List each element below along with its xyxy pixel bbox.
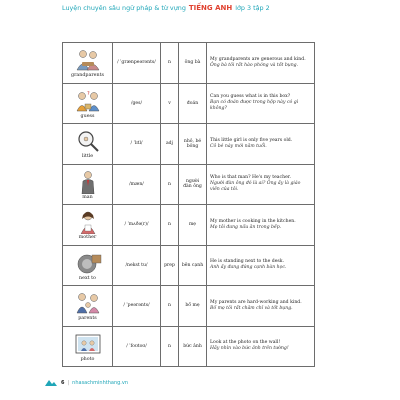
word-picture-cell (63, 124, 113, 165)
example-cell (207, 326, 315, 367)
word-picture-cell (63, 326, 113, 367)
example-translation: Cô bé này mới năm tuổi. (210, 143, 267, 149)
part-of-speech: adj (161, 124, 179, 165)
word-picture-cell (63, 245, 113, 286)
ipa: / ˈlɪtl/ (113, 124, 161, 165)
example-english: Can you guess what is in this box? (210, 93, 291, 99)
parents-icon (73, 291, 103, 315)
word: next to (79, 275, 96, 281)
svg-text:?: ? (86, 90, 90, 97)
footer-separator: | (67, 380, 70, 386)
word-picture-cell (63, 83, 113, 124)
part-of-speech: n (161, 326, 179, 367)
example-english: Look at the photo on the wall! (210, 340, 281, 346)
ipa: /ges/ (113, 83, 161, 124)
example-english: Who is that man? He's my teacher. (210, 174, 291, 180)
table-row (63, 326, 315, 367)
ipa: / ˈmʌðə(r)/ (113, 205, 161, 246)
table-row (63, 83, 315, 124)
example-translation: Ông bà tôi rất hào phóng và tốt bụng. (210, 62, 299, 68)
example-translation: Anh ấy đang đứng cạnh bàn học. (210, 265, 287, 271)
word: grandparents (71, 73, 104, 79)
mother-icon (73, 210, 103, 234)
page-header (62, 4, 362, 16)
example-translation: Mẹ tôi đang nấu ăn trong bếp. (210, 224, 282, 230)
table-row (63, 286, 315, 327)
example-cell (207, 83, 315, 124)
example-translation: Bạn có đoán được trong hộp này có gì không? (210, 100, 299, 112)
word: photo (80, 356, 95, 362)
vietnamese-meaning: bố mẹ (179, 286, 207, 327)
table-row (63, 43, 315, 84)
page-footer (44, 378, 244, 388)
example-english: My grandparents are generous and kind. (210, 56, 306, 62)
vietnamese-meaning: người đàn ông (179, 164, 207, 205)
part-of-speech: prep (161, 245, 179, 286)
example-translation: Người đàn ông đó là ai? Ông ấy là giáo viên của tôi. (210, 181, 301, 193)
word: mother (78, 235, 97, 241)
vocabulary-table (62, 42, 315, 367)
word-picture-cell (63, 205, 113, 246)
word-picture-cell (63, 286, 113, 327)
example-translation: Hãy nhìn vào bức ảnh trên tường! (210, 346, 289, 352)
vietnamese-meaning: bên cạnh (179, 245, 207, 286)
example-cell (207, 124, 315, 165)
example-translation: Bố mẹ tôi rất chăm chỉ và tốt bụng. (210, 305, 293, 311)
header-suffix: lớp 3 tập 2 (235, 4, 270, 12)
word-picture-cell (63, 43, 113, 84)
example-cell (207, 43, 315, 84)
vietnamese-meaning: nhỏ, bé bỏng (179, 124, 207, 165)
vietnamese-meaning: ông bà (179, 43, 207, 84)
example-english: My parents are hard-working and kind. (210, 299, 302, 305)
publisher-logo-icon (44, 379, 58, 387)
part-of-speech: n (161, 43, 179, 84)
word: guess (80, 113, 95, 119)
word: little (81, 154, 94, 160)
next-to-icon (73, 251, 103, 275)
vietnamese-meaning: bức ảnh (179, 326, 207, 367)
publisher-site: nhasachminhthang.vn (72, 380, 129, 386)
little-icon (73, 129, 103, 153)
header-brand: TIẾNG ANH (188, 4, 233, 12)
part-of-speech: n (161, 164, 179, 205)
example-cell (207, 164, 315, 205)
example-english: He is standing next to the desk. (210, 259, 285, 265)
example-english: My mother is cooking in the kitchen. (210, 218, 296, 224)
example-cell (207, 286, 315, 327)
ipa: /nekst tu/ (113, 245, 161, 286)
header-prefix: Luyện chuyên sâu ngữ pháp & từ vựng (62, 4, 186, 12)
table-row (63, 124, 315, 165)
table-row (63, 164, 315, 205)
part-of-speech: n (161, 286, 179, 327)
guess-icon (73, 89, 103, 113)
part-of-speech: v (161, 83, 179, 124)
example-cell (207, 205, 315, 246)
table-row (63, 205, 315, 246)
part-of-speech: n (161, 205, 179, 246)
ipa: / ˈgrænpeərənts/ (113, 43, 161, 84)
ipa: /mæn/ (113, 164, 161, 205)
word-picture-cell (63, 164, 113, 205)
word: parents (78, 316, 97, 322)
photo-icon (73, 332, 103, 356)
vocabulary-table-wrapper (62, 42, 314, 367)
page-number: 6 (61, 380, 65, 386)
example-cell (207, 245, 315, 286)
ipa: / ˈfoʊtoʊ/ (113, 326, 161, 367)
word: man (82, 194, 93, 200)
grandparents-icon (73, 48, 103, 72)
vietnamese-meaning: đoán (179, 83, 207, 124)
table-row (63, 245, 315, 286)
man-icon (73, 170, 103, 194)
example-english: This little girl is only five years old. (210, 137, 293, 143)
vietnamese-meaning: mẹ (179, 205, 207, 246)
ipa: / ˈpeərənts/ (113, 286, 161, 327)
